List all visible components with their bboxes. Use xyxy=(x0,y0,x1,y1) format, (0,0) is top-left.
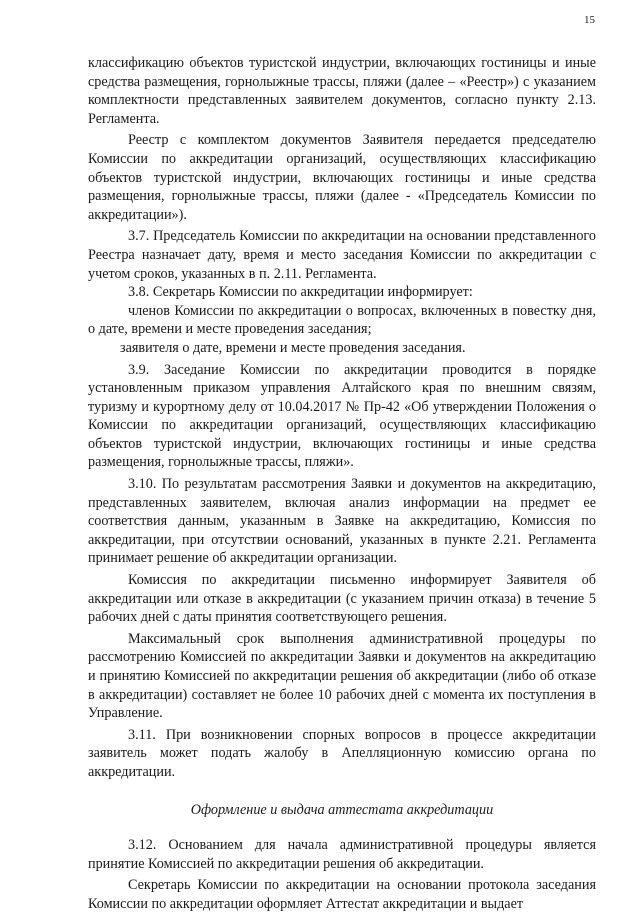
paragraph: Комиссия по аккредитации письменно информирует Заявителя об аккредитации или отказе в аккредитации (с указанием причин отказа) в течение 5 рабочих дней с даты принятия соответствующего решения. xyxy=(88,572,596,626)
paragraph: классификацию объектов туристской индустрии, включающих гостиницы и иные средства размещения, горнолыжные трассы, пляжи (далее – «Реестр») с указанием комплектности представленных заявителем документов, согласно пункту 2.13. Регламента. xyxy=(88,55,596,127)
page-number: 15 xyxy=(584,14,595,26)
paragraph: 3.8. Секретарь Комиссии по аккредитации информирует: xyxy=(128,284,473,301)
paragraph: 3.9. Заседание Комиссии по аккредитации проводится в порядке установленным приказом управления Алтайского края по внешним связям, туризму и курортному делу от 10.04.2017 № Пр-42 «Об утверждении Положения о Комиссии по аккредитации организаций, осуществляющих классификацию объектов туристской индустрии, включающих гостиницы и иные средства размещения, горнолыжные трассы, пляжи». xyxy=(88,361,596,471)
paragraph: Максимальный срок выполнения административной процедуры по рассмотрению Комиссией по аккредитации Заявки и документов на аккредитацию и принятию Комиссией по аккредитации решения об аккредитации (либо об отказе в аккредитации) составляет не более 10 рабочих дней с момента их поступления в Управление. xyxy=(88,630,596,722)
paragraph: Секретарь Комиссии по аккредитации на основании протокола заседания Комиссии по аккредитации оформляет Аттестат аккредитации и выдает xyxy=(88,877,596,912)
paragraph: членов Комиссии по аккредитации о вопросах, включенных в повестку дня, о дате, времени и месте проведения заседания; xyxy=(88,302,596,338)
paragraph: 3.10. По результатам рассмотрения Заявки и документов на аккредитацию, представленных заявителем, включая анализ информации на предмет ее соответствия данным, указанным в Заявке на аккредитацию, Комиссия по аккредитации, при отсутствии оснований, указанных в пункте 2.21. Регламента принимает решение об аккредитации организации. xyxy=(88,476,596,567)
paragraph: 3.7. Председатель Комиссии по аккредитации на основании представленного Реестра назначает дату, время и место заседания Комиссии по аккредитации с учетом сроков, указанных в п. 2.11. Регламента. xyxy=(88,228,596,282)
section-heading: Оформление и выдача аттестата аккредитации xyxy=(190,801,494,818)
paragraph: 3.11. При возникновении спорных вопросов в процессе аккредитации заявитель может подать жалобу в Апелляционную комиссию органа по аккредитации. xyxy=(88,726,596,780)
paragraph: 3.12. Основанием для начала административной процедуры является принятие Комиссией по аккредитации решения об аккредитации. xyxy=(88,837,596,872)
document-body xyxy=(88,54,596,914)
paragraph: Реестр с комплектом документов Заявителя передается председателю Комиссии по аккредитации организаций, осуществляющих классификацию объектов туристской индустрии, включающих гостиницы и иные средства размещения, горнолыжные трассы, пляжи (далее - «Председатель Комиссии по аккредитации»). xyxy=(88,132,596,223)
paragraph: заявителя о дате, времени и месте проведения заседания. xyxy=(120,339,466,356)
